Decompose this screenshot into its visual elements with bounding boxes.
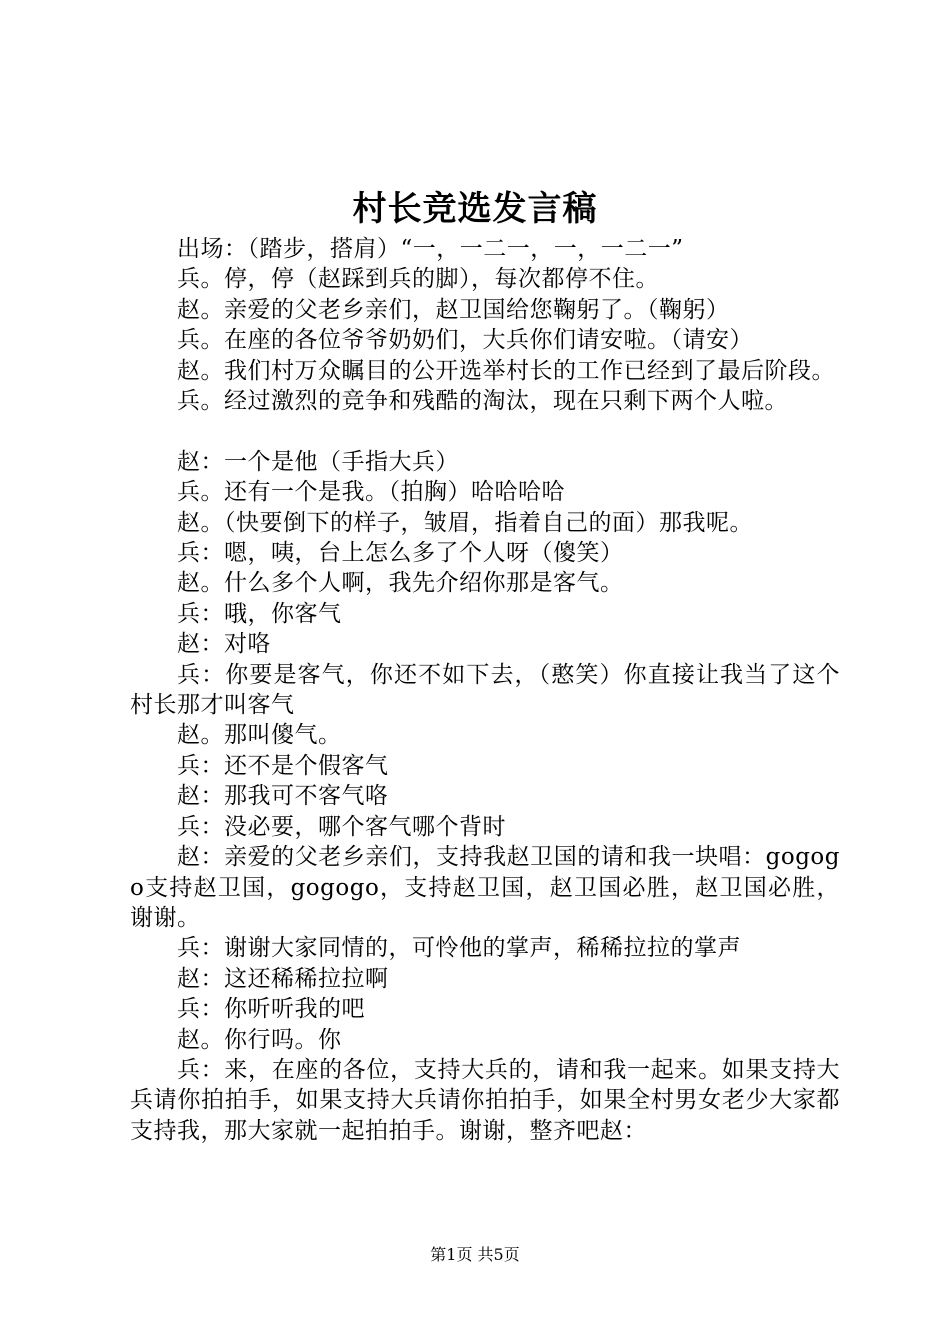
paragraph: 赵。什么多个人啊，我先介绍你那是客气。 bbox=[177, 570, 624, 597]
document-body bbox=[130, 234, 840, 1146]
paragraph: 兵。在座的各位爷爷奶奶们，大兵你们请安啦。（请安） bbox=[177, 327, 753, 354]
paragraph: 兵。经过激烈的竞争和残酷的淘汰，现在只剩下两个人啦。 bbox=[177, 388, 788, 415]
paragraph: 赵。那叫傻气。 bbox=[177, 722, 342, 749]
paragraph: 出场：（踏步，搭肩）“一，一二一，一，一二一” bbox=[177, 236, 684, 262]
page-footer: 第1页 共5页 bbox=[430, 1245, 520, 1264]
paragraph: 兵：来，在座的各位，支持大兵的，请和我一起来。如果支持大兵请你拍拍手，如果支持大兵请你拍拍手，如果全村男女老少大家都支持我，那大家就一起拍拍手。谢谢，整齐吧赵： bbox=[130, 1056, 840, 1144]
paragraph: 赵。（快要倒下的样子，皱眉，指着自己的面）那我呢。 bbox=[177, 509, 753, 536]
paragraph: 赵：亲爱的父老乡亲们，支持我赵卫国的请和我一块唱：gogogo支持赵卫国，gogogo，支持赵卫国，赵卫国必胜，赵卫国必胜，谢谢。 bbox=[130, 844, 840, 931]
paragraph: 赵。亲爱的父老乡亲们，赵卫国给您鞠躬了。（鞠躬） bbox=[177, 296, 730, 323]
paragraph: 兵：你听听我的吧 bbox=[177, 996, 365, 1023]
paragraph: 兵：谢谢大家同情的，可怜他的掌声，稀稀拉拉的掌声 bbox=[177, 935, 741, 962]
paragraph: 兵：还不是个假客气 bbox=[177, 752, 389, 779]
paragraph: 兵：嗯，咦，台上怎么多了个人呀（傻笑） bbox=[177, 540, 624, 567]
paragraph: 赵：这还稀稀拉拉啊 bbox=[177, 965, 389, 992]
paragraph: 赵：对咯 bbox=[177, 631, 271, 658]
document-title: 村长竞选发言稿 bbox=[352, 189, 598, 229]
paragraph: 兵。停，停（赵踩到兵的脚），每次都停不住。 bbox=[177, 266, 659, 293]
paragraph: 赵：一个是他（手指大兵） bbox=[177, 448, 459, 475]
paragraph: 兵：哦，你客气 bbox=[177, 600, 342, 627]
paragraph: 兵。还有一个是我。（拍胸）哈哈哈哈 bbox=[177, 479, 565, 506]
paragraph: 赵：那我可不客气咯 bbox=[177, 783, 389, 810]
paragraph: 兵：没必要，哪个客气哪个背时 bbox=[177, 813, 506, 840]
paragraph: 兵：你要是客气，你还不如下去，（憨笑）你直接让我当了这个村长那才叫客气 bbox=[130, 661, 840, 719]
paragraph: 赵。你行吗。你 bbox=[177, 1026, 342, 1053]
paragraph: 赵。我们村万众瞩目的公开选举村长的工作已经到了最后阶段。 bbox=[177, 357, 835, 384]
